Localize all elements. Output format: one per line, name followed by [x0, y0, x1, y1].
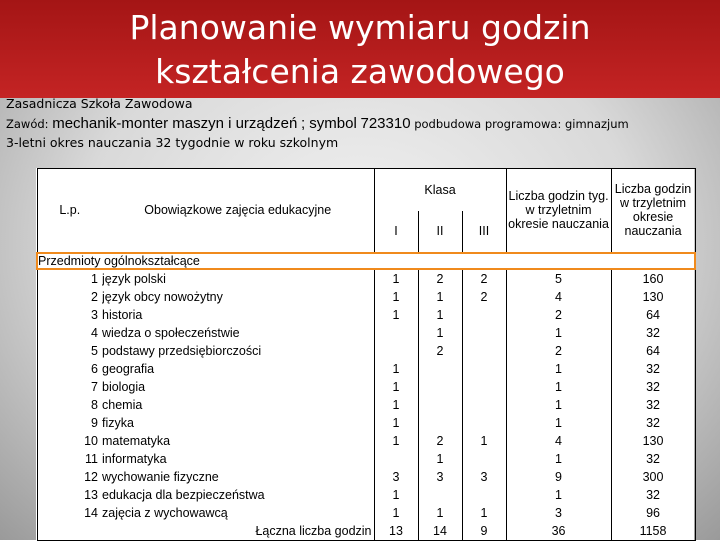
row-subject: fizyka — [102, 414, 374, 432]
row-class-I: 1 — [374, 306, 418, 324]
row-class-I: 1 — [374, 486, 418, 504]
row-class-I: 1 — [374, 414, 418, 432]
row-total-hours: 32 — [611, 360, 695, 378]
row-class-I: 1 — [374, 288, 418, 306]
row-class-III: 2 — [462, 288, 506, 306]
row-class-I: 3 — [374, 468, 418, 486]
total-weekly-hours: 36 — [506, 522, 611, 541]
row-weekly-hours: 3 — [506, 504, 611, 522]
row-total-hours: 32 — [611, 486, 695, 504]
profession-label: Zawód: — [6, 117, 49, 131]
slide-title — [0, 6, 720, 94]
header-total-hours: Liczba godzin w trzyletnim okresie nauczania — [611, 169, 695, 253]
row-class-II — [418, 378, 462, 396]
row-class-II — [418, 360, 462, 378]
row-class-I: 1 — [374, 360, 418, 378]
row-class-I — [374, 342, 418, 360]
row-subject: biologia — [102, 378, 374, 396]
school-name: Zasadnicza Szkoła Zawodowa — [6, 96, 193, 111]
row-weekly-hours: 4 — [506, 288, 611, 306]
table-row — [37, 504, 695, 522]
row-class-I: 1 — [374, 432, 418, 450]
table-row — [37, 396, 695, 414]
base-text: podbudowa programowa: gimnazjum — [414, 117, 629, 131]
row-subject: edukacja dla bezpieczeństwa — [102, 486, 374, 504]
row-number: 5 — [37, 342, 102, 360]
row-class-I: 1 — [374, 504, 418, 522]
row-weekly-hours: 4 — [506, 432, 611, 450]
row-class-II: 2 — [418, 342, 462, 360]
row-class-III: 2 — [462, 269, 506, 288]
section-general-subjects: Przedmioty ogólnokształcące — [37, 253, 695, 269]
hours-table — [36, 168, 694, 540]
profession-value: mechanik-monter maszyn i urządzeń — [52, 115, 298, 132]
symbol-value: 723310 — [360, 115, 411, 132]
row-weekly-hours: 1 — [506, 378, 611, 396]
row-weekly-hours: 1 — [506, 450, 611, 468]
row-class-III — [462, 324, 506, 342]
row-total-hours: 160 — [611, 269, 695, 288]
header-lp: L.p. — [37, 169, 102, 253]
table-row — [37, 288, 695, 306]
title-line-2: kształcenia zawodowego — [155, 52, 565, 91]
row-number: 14 — [37, 504, 102, 522]
header-class-I: I — [374, 211, 418, 253]
table-row — [37, 269, 695, 288]
table-row — [37, 468, 695, 486]
total-class-III: 9 — [462, 522, 506, 541]
row-weekly-hours: 2 — [506, 306, 611, 324]
row-total-hours: 64 — [611, 342, 695, 360]
row-total-hours: 32 — [611, 396, 695, 414]
total-class-I: 13 — [374, 522, 418, 541]
row-number: 11 — [37, 450, 102, 468]
row-class-III — [462, 306, 506, 324]
row-class-I — [374, 450, 418, 468]
table-row — [37, 360, 695, 378]
row-subject: język polski — [102, 269, 374, 288]
table-row — [37, 486, 695, 504]
row-class-III — [462, 396, 506, 414]
row-class-I: 1 — [374, 269, 418, 288]
row-subject: matematyka — [102, 432, 374, 450]
row-subject: język obcy nowożytny — [102, 288, 374, 306]
row-subject: informatyka — [102, 450, 374, 468]
row-total-hours: 130 — [611, 288, 695, 306]
row-weekly-hours: 1 — [506, 396, 611, 414]
row-subject: historia — [102, 306, 374, 324]
row-number: 7 — [37, 378, 102, 396]
header-class-III: III — [462, 211, 506, 253]
profession-line — [6, 115, 629, 132]
row-number: 12 — [37, 468, 102, 486]
header-subjects: Obowiązkowe zajęcia edukacyjne — [102, 169, 374, 253]
row-class-I — [374, 324, 418, 342]
row-total-hours: 96 — [611, 504, 695, 522]
total-row — [37, 522, 695, 541]
row-weekly-hours: 9 — [506, 468, 611, 486]
row-number: 13 — [37, 486, 102, 504]
header-class-II: II — [418, 211, 462, 253]
row-number: 2 — [37, 288, 102, 306]
row-total-hours: 300 — [611, 468, 695, 486]
header-klasa: Klasa — [374, 169, 506, 211]
row-class-II — [418, 396, 462, 414]
row-class-III: 3 — [462, 468, 506, 486]
table-row — [37, 378, 695, 396]
row-class-III — [462, 414, 506, 432]
row-total-hours: 130 — [611, 432, 695, 450]
row-class-III — [462, 342, 506, 360]
row-total-hours: 32 — [611, 324, 695, 342]
title-line-1: Planowanie wymiaru godzin — [129, 8, 591, 47]
row-weekly-hours: 2 — [506, 342, 611, 360]
row-class-II: 3 — [418, 468, 462, 486]
row-class-III — [462, 360, 506, 378]
table-row — [37, 324, 695, 342]
symbol-label: ; symbol — [300, 115, 357, 132]
row-class-III: 1 — [462, 432, 506, 450]
row-class-II: 2 — [418, 432, 462, 450]
period-text: 3-letni okres nauczania 32 tygodnie w roku szkolnym — [6, 135, 339, 150]
row-number: 4 — [37, 324, 102, 342]
row-class-II: 1 — [418, 450, 462, 468]
table-row — [37, 342, 695, 360]
row-subject: geografia — [102, 360, 374, 378]
row-subject: podstawy przedsiębiorczości — [102, 342, 374, 360]
row-weekly-hours: 1 — [506, 486, 611, 504]
row-weekly-hours: 1 — [506, 324, 611, 342]
row-class-II: 1 — [418, 324, 462, 342]
row-subject: chemia — [102, 396, 374, 414]
row-class-III — [462, 486, 506, 504]
row-number: 9 — [37, 414, 102, 432]
row-subject: wiedza o społeczeństwie — [102, 324, 374, 342]
row-class-I: 1 — [374, 396, 418, 414]
row-class-II — [418, 486, 462, 504]
total-hours: 1158 — [611, 522, 695, 541]
row-class-II: 2 — [418, 269, 462, 288]
row-weekly-hours: 1 — [506, 360, 611, 378]
table-row — [37, 414, 695, 432]
row-weekly-hours: 5 — [506, 269, 611, 288]
header-weekly-hours: Liczba godzin tyg. w trzyletnim okresie nauczania — [506, 169, 611, 253]
row-class-III: 1 — [462, 504, 506, 522]
row-class-III — [462, 378, 506, 396]
row-class-I: 1 — [374, 378, 418, 396]
table-row — [37, 306, 695, 324]
table-row — [37, 450, 695, 468]
row-total-hours: 64 — [611, 306, 695, 324]
row-total-hours: 32 — [611, 414, 695, 432]
row-subject: zajęcia z wychowawcą — [102, 504, 374, 522]
row-class-II — [418, 414, 462, 432]
row-total-hours: 32 — [611, 378, 695, 396]
total-class-II: 14 — [418, 522, 462, 541]
total-label: Łączna liczba godzin — [37, 522, 374, 541]
row-number: 10 — [37, 432, 102, 450]
row-weekly-hours: 1 — [506, 414, 611, 432]
row-class-II: 1 — [418, 288, 462, 306]
row-number: 3 — [37, 306, 102, 324]
row-total-hours: 32 — [611, 450, 695, 468]
row-subject: wychowanie fizyczne — [102, 468, 374, 486]
row-class-II: 1 — [418, 504, 462, 522]
row-number: 1 — [37, 269, 102, 288]
row-number: 6 — [37, 360, 102, 378]
row-class-III — [462, 450, 506, 468]
row-number: 8 — [37, 396, 102, 414]
row-class-II: 1 — [418, 306, 462, 324]
table-row — [37, 432, 695, 450]
